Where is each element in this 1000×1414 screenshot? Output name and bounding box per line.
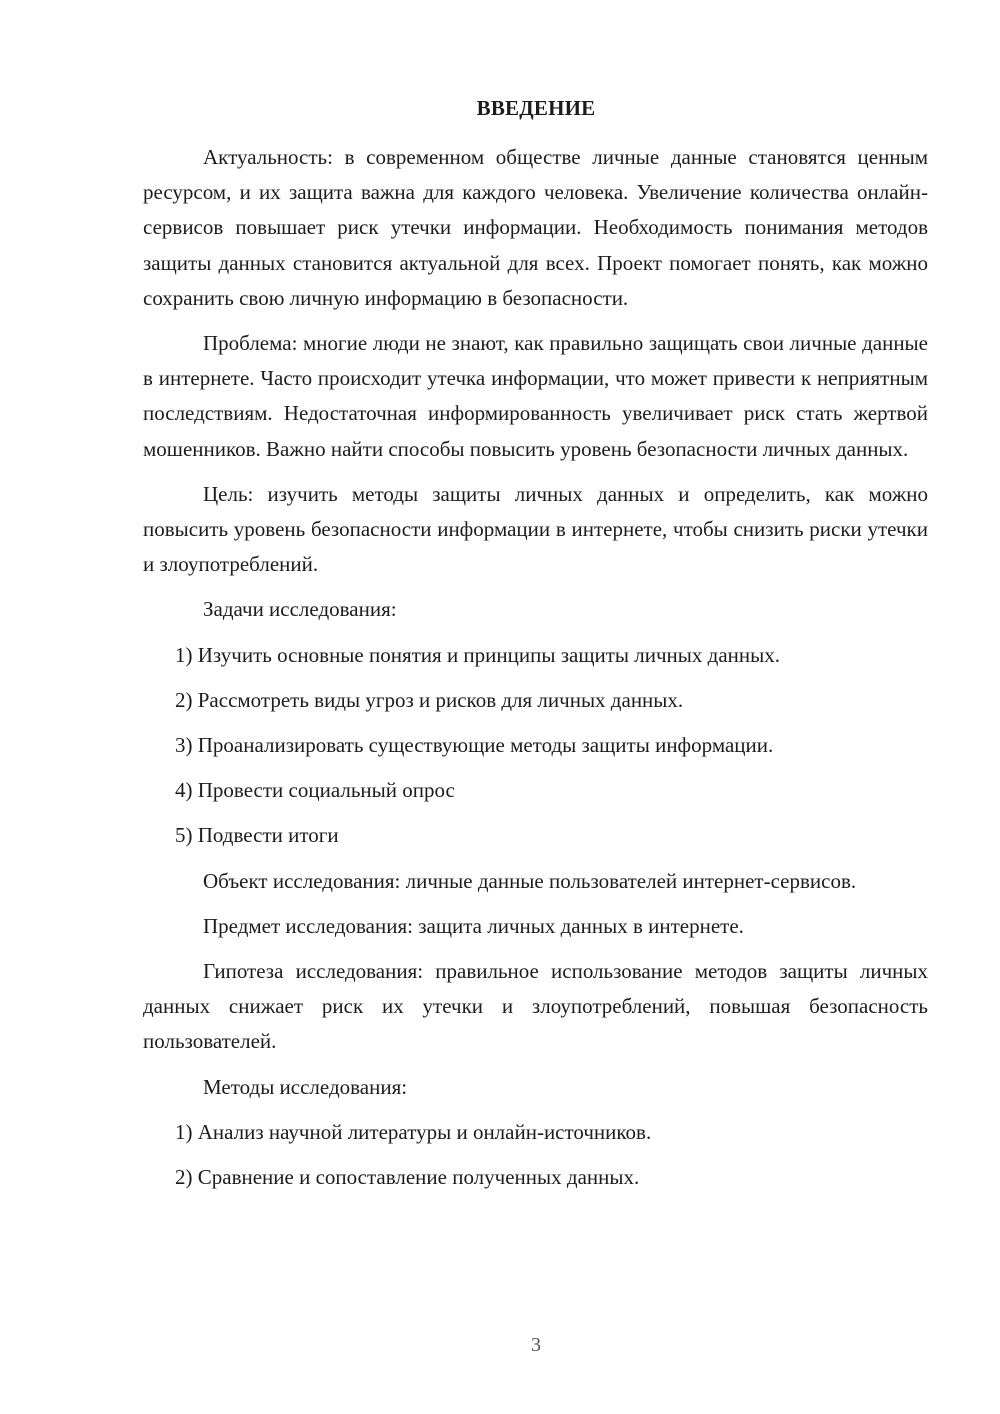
tasks-list [143,638,928,854]
methods-list [143,1115,928,1195]
paragraph-problem: Проблема: многие люди не знают, как правильно защищать свои личные данные в интернете. Часто происходит утечка информации, что может привести к неприятным последствиям. Недостаточная информированность увеличивает риск стать жертвой мошенников. Важно найти способы повысить уровень безопасности личных данных. [143,331,928,461]
paragraph-hypothesis: Гипотеза исследования: правильное использование методов защиты личных данных снижает риск их утечки и злоупотреблений, повышая безопасность пользователей. [143,959,928,1054]
list-item: 1) Изучить основные понятия и принципы защиты личных данных. [175,642,781,667]
list-item: 4) Провести социальный опрос [175,778,455,803]
list-item: 1) Анализ научной литературы и онлайн-источников. [175,1119,652,1144]
page-title: ВВЕДЕНИЕ [476,96,596,120]
paragraph-tasks-title: Задачи исследования: [203,597,397,622]
list-item: 2) Рассмотреть виды угроз и рисков для личных данных. [175,687,684,712]
paragraph-subject: Предмет исследования: защита личных данных в интернете. [203,913,744,938]
list-item: 2) Сравнение и сопоставление полученных данных. [175,1165,640,1190]
list-item: 5) Подвести итоги [175,823,339,848]
list-item: 3) Проанализировать существующие методы защиты информации. [175,733,774,758]
paragraph-goal: Цель: изучить методы защиты личных данных и определить, как можно повысить уровень безопасности информации в интернете, чтобы снизить риски утечки и злоупотреблений. [143,481,928,577]
document-body [143,140,928,1205]
page-number: 3 [531,1334,541,1356]
paragraph-object: Объект исследования: личные данные пользователей интернет-сервисов. [203,868,857,893]
paragraph-relevance: Актуальность: в современном обществе личные данные становятся ценным ресурсом, и их защита важна для каждого человека. Увеличение количества онлайн-сервисов повышает риск утечки информации. Необходимость понимания методов защиты данных становится актуальной для всех. Проект помогает понять, как можно сохранить свою личную информацию в безопасности. [143,145,928,310]
paragraph-methods-title: Методы исследования: [203,1074,408,1099]
